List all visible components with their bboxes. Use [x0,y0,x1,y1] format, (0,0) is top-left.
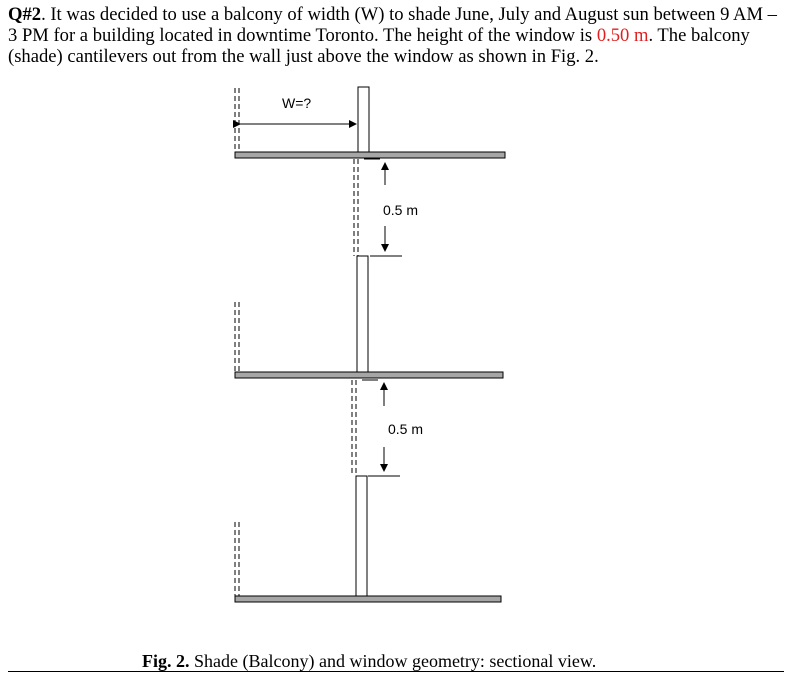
window-1-dashed [354,159,358,256]
caption-text: Shade (Balcony) and window geometry: sectional view. [189,651,597,671]
window-height-value: 0.50 m [596,25,649,46]
caption-number: Fig. 2. [142,651,190,671]
width-label: W=? [282,95,312,111]
gap-label-2: 0.5 m [388,421,424,437]
figure-caption [142,651,596,672]
wall-segment-1 [357,256,368,372]
window-2-dashed [352,380,356,476]
left-wall-dashed-lines [235,88,239,598]
wall-segment-2 [356,476,367,596]
floor-slab-3 [235,596,501,602]
question-body-1: . It was decided to use a balcony of width (W) to shade June, July and August sun between 9 AM – 3 PM for a building located in downtime Toronto. The height of the window is [8,4,777,46]
balcony-slab-1 [235,152,505,158]
gap-label-1: 0.5 m [383,202,419,218]
bottom-rule [8,671,784,672]
question-number: Q#2 [8,4,42,25]
balcony-slab-2 [235,372,503,378]
question-body-2: . The balcony (shade) cantilevers out from the wall just above the window as shown in Fig. 2. [8,25,750,67]
upper-wall-stub [358,87,369,153]
width-dimension [240,95,356,124]
